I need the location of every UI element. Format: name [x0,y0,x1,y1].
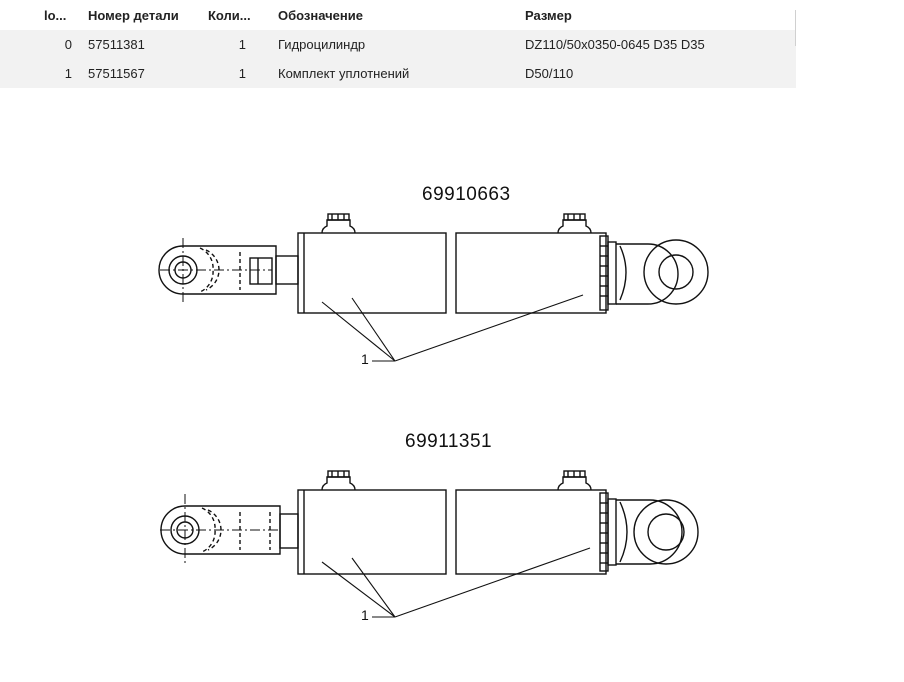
column-header-size[interactable]: Размер [525,7,572,23]
cylinder-drawing-bottom [160,471,698,617]
cell-size: DZ110/50x0350-0645 D35 D35 [525,30,796,59]
cell-designation: Комплект уплотнений [278,59,525,88]
cylinder-drawing-top [159,214,708,361]
callout-top: 1 [361,351,369,367]
column-header-quantity[interactable]: Коли... [208,7,251,23]
drawing-label-bottom: 69911351 [405,431,493,452]
callout-bottom: 1 [361,607,369,623]
cell-quantity: 1 [208,59,278,88]
cell-position: 1 [0,59,88,88]
column-header-designation[interactable]: Обозначение [278,7,363,23]
cell-designation: Гидроцилиндр [278,30,525,59]
column-header-position[interactable]: lo... [44,7,67,23]
cell-quantity: 1 [208,30,278,59]
cell-position: 0 [0,30,88,59]
column-header-part-number[interactable]: Номер детали [88,7,179,23]
drawing-label-top: 69910663 [422,184,511,205]
cell-part-number: 57511381 [88,30,208,59]
cell-size: D50/110 [525,59,796,88]
cell-part-number: 57511567 [88,59,208,88]
